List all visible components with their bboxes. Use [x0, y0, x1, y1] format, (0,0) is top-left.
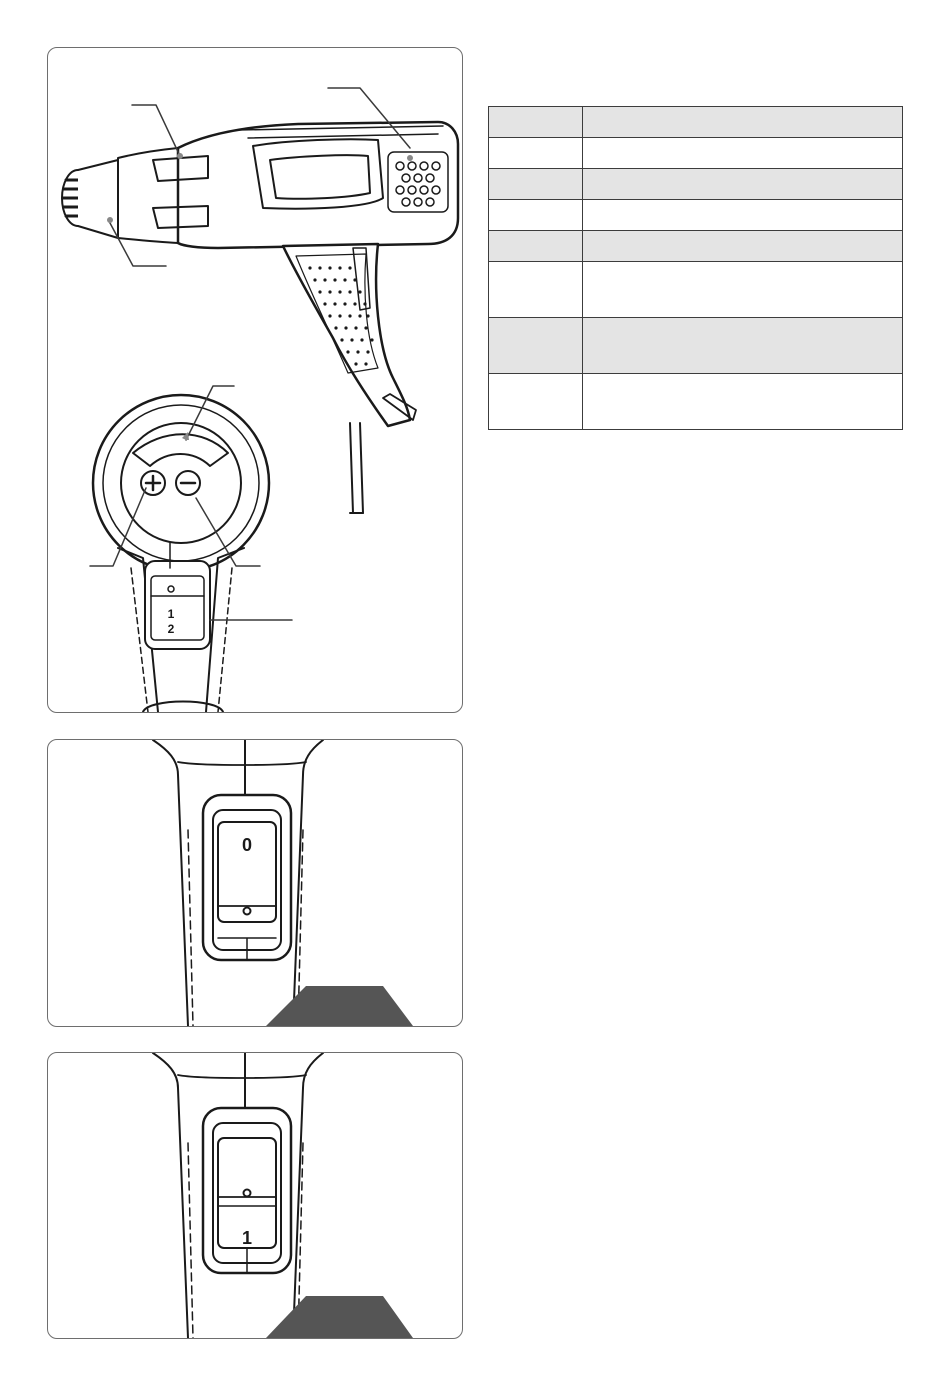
heat-gun-illustration	[48, 48, 462, 712]
parts-table-row	[489, 231, 903, 262]
part-description-cell	[583, 318, 903, 374]
parts-table-row	[489, 107, 903, 138]
parts-table-row	[489, 200, 903, 231]
part-number-cell	[489, 374, 583, 430]
part-description-cell	[583, 107, 903, 138]
part-description-cell	[583, 169, 903, 200]
parts-table-row	[489, 262, 903, 318]
part-number-cell	[489, 231, 583, 262]
part-number-cell	[489, 200, 583, 231]
part-description-cell	[583, 374, 903, 430]
figure-switch-off	[47, 739, 463, 1027]
parts-table-row	[489, 374, 903, 430]
thumb-silhouette	[266, 986, 413, 1026]
part-number-cell	[489, 318, 583, 374]
thumb-silhouette	[266, 1296, 413, 1338]
parts-table	[488, 106, 903, 430]
figure-heat-gun-overview	[47, 47, 463, 713]
switch-position-1-label: 1	[167, 607, 175, 621]
part-number-cell	[489, 107, 583, 138]
part-number-cell	[489, 169, 583, 200]
parts-table-row	[489, 318, 903, 374]
part-number-cell	[489, 138, 583, 169]
switch-label-on: 1	[241, 1228, 253, 1248]
part-description-cell	[583, 200, 903, 231]
switch-label-off: 0	[241, 835, 253, 855]
parts-table-row	[489, 138, 903, 169]
rear-view	[93, 395, 269, 712]
switch-position-2-label: 2	[167, 622, 175, 636]
parts-table-row	[489, 169, 903, 200]
parts-table-body	[489, 107, 903, 430]
switch-off-illustration	[48, 740, 462, 1026]
figure-switch-on	[47, 1052, 463, 1339]
part-number-cell	[489, 262, 583, 318]
part-description-cell	[583, 262, 903, 318]
switch-on-illustration	[48, 1053, 462, 1338]
minus-button-graphic	[176, 471, 200, 495]
rear-vent	[388, 152, 448, 212]
part-description-cell	[583, 138, 903, 169]
part-description-cell	[583, 231, 903, 262]
power-cord	[350, 423, 363, 513]
